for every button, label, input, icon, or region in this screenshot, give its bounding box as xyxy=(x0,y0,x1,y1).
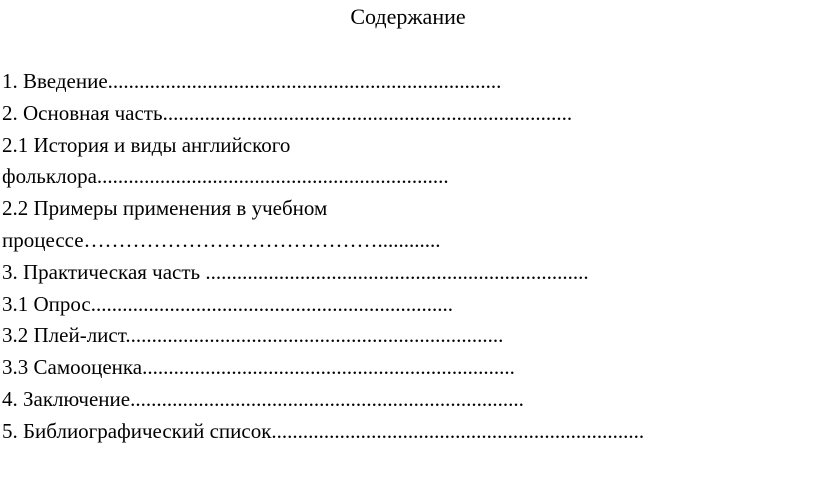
toc-entry-practical-part: 3. Практическая часть ......................................................................... xyxy=(2,259,589,284)
toc-entry-bibliography: 5. Библиографический список....................................................................... xyxy=(2,418,645,443)
toc-entry-conclusion: 4. Заключение........................................................................... xyxy=(2,386,524,411)
toc-entry-examples-line1: 2.2 Примеры применения в учебном xyxy=(2,196,328,221)
toc-entry-survey: 3.1 Опрос..................................................................... xyxy=(2,291,453,316)
toc-entry-main-part: 2. Основная часть.............................................................................. xyxy=(2,100,573,125)
toc-entry-history-line1: 2.1 История и виды английского xyxy=(2,132,291,157)
toc-entry-self-assessment: 3.3 Самооценка....................................................................... xyxy=(2,355,515,380)
page-title: Содержание xyxy=(350,4,466,29)
toc-entry-playlist: 3.2 Плей-лист........................................................................ xyxy=(2,323,504,348)
table-of-contents xyxy=(2,66,644,448)
toc-entry-examples-line2: процессе……………………………………............ xyxy=(2,227,441,252)
toc-entry-history-line2: фольклора................................................................... xyxy=(2,164,449,189)
toc-entry-intro: 1. Введение........................................................................... xyxy=(2,69,502,93)
